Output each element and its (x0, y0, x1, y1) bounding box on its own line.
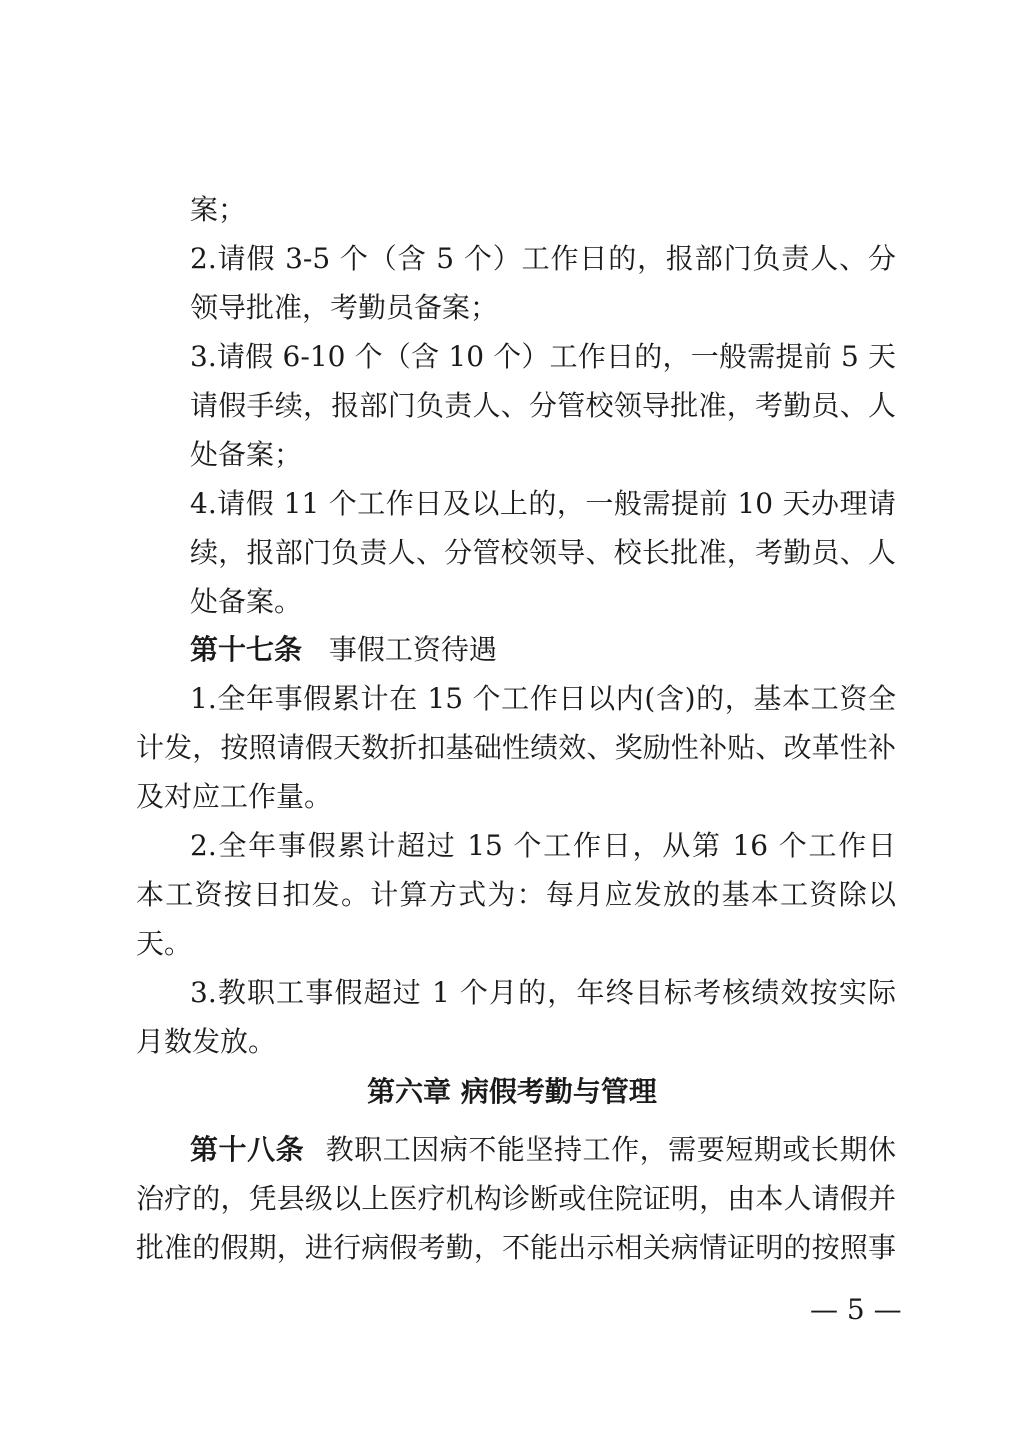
line-15: 本工资按日扣发。计算方式为：每月应发放的基本工资除以 (136, 878, 896, 911)
line-3: 领导批准，考勤员备案； (190, 291, 499, 324)
line-16: 天。 (136, 927, 193, 960)
line-22: 批准的假期，进行病假考勤，不能出示相关病情证明的按照事 (136, 1231, 896, 1264)
chapter-6-heading: 第六章 病假考勤与管理 (367, 1075, 657, 1108)
line-13: 及对应工作量。 (136, 780, 333, 813)
line-4: 3.请假 6-10 个（含 10 个）工作日的，一般需提前 5 天 (190, 340, 896, 373)
article-18-text: 教职工因病不能坚持工作，需要短期或长期休 (325, 1133, 896, 1166)
line-2: 2.请假 3-5 个（含 5 个）工作日的，报部门负责人、分 (190, 242, 896, 275)
article-17-text: 事假工资待遇 (328, 633, 497, 666)
line-21: 治疗的，凭县级以上医疗机构诊断或住院证明，由本人请假并 (136, 1182, 896, 1215)
line-11: 1.全年事假累计在 15 个工作日以内(含)的，基本工资全 (190, 682, 896, 715)
article-17-title: 第十七条 (190, 633, 303, 666)
line-6: 处备案； (190, 438, 303, 471)
line-9: 处备案。 (190, 585, 303, 618)
line-7: 4.请假 11 个工作日及以上的，一般需提前 10 天办理请 (190, 487, 896, 520)
page-number: — 5 — (810, 1293, 902, 1326)
line-8: 续，报部门负责人、分管校领导、校长批准，考勤员、人 (190, 536, 896, 569)
article-17-heading (190, 626, 497, 674)
line-12: 计发，按照请假天数折扣基础性绩效、奖励性补贴、改革性补 (136, 731, 896, 764)
line-5: 请假手续，报部门负责人、分管校领导批准，考勤员、人 (190, 389, 896, 422)
article-18-heading (190, 1126, 896, 1174)
line-1: 案； (190, 193, 247, 226)
line-17: 3.教职工事假超过 1 个月的，年终目标考核绩效按实际 (190, 976, 896, 1009)
article-18-title: 第十八条 (190, 1133, 305, 1166)
line-18: 月数发放。 (136, 1025, 277, 1058)
line-14: 2.全年事假累计超过 15 个工作日，从第 16 个工作日 (190, 829, 896, 862)
